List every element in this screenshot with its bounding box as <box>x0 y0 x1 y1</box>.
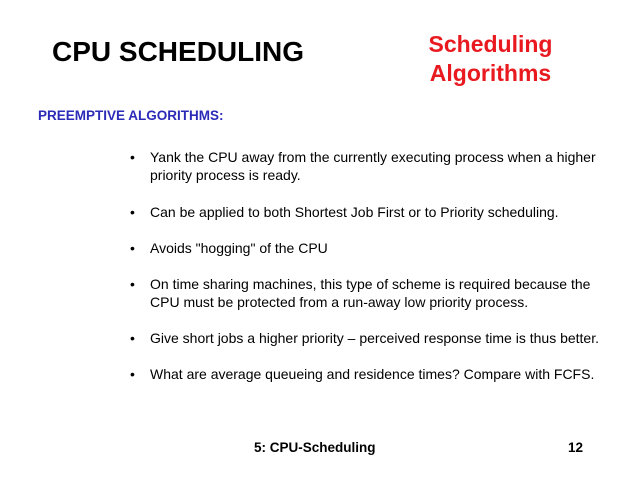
bullet-item <box>130 148 610 184</box>
footer-label: 5: CPU-Scheduling <box>254 440 376 455</box>
bullet-item <box>130 275 610 311</box>
slide-title: CPU SCHEDULING <box>52 36 305 67</box>
bullet-text-line: Can be applied to both Shortest Job First or to Priority scheduling. <box>150 204 559 220</box>
slide-subtitle <box>408 30 573 88</box>
bullet-dot-icon: • <box>130 366 135 382</box>
section-heading: PREEMPTIVE ALGORITHMS: <box>38 108 224 123</box>
subtitle-line-2: Algorithms <box>429 60 552 86</box>
subtitle-line-1: Scheduling <box>428 31 553 57</box>
bullet-text-line: Avoids "hogging" of the CPU <box>150 240 328 256</box>
bullet-dot-icon: • <box>130 276 135 292</box>
bullet-dot-icon: • <box>130 149 135 165</box>
bullet-item <box>130 239 610 257</box>
bullet-item <box>130 203 610 221</box>
bullet-dot-icon: • <box>130 240 135 256</box>
page-number: 12 <box>568 440 584 455</box>
bullet-dot-icon: • <box>130 204 135 220</box>
bullet-item <box>130 329 610 347</box>
bullet-text-line: Give short jobs a higher priority – perceived response time is thus better. <box>150 330 599 346</box>
bullet-dot-icon: • <box>130 330 135 346</box>
bullet-text-line: priority process is ready. <box>150 167 301 183</box>
bullet-item <box>130 365 610 383</box>
bullet-text-line: Yank the CPU away from the currently executing process when a higher <box>150 149 596 165</box>
bullet-text-line: What are average queueing and residence times? Compare with FCFS. <box>150 366 595 382</box>
bullet-text-line: On time sharing machines, this type of scheme is required because the <box>150 276 591 292</box>
bullet-list <box>130 142 610 383</box>
bullet-text-line: CPU must be protected from a run-away low priority process. <box>150 294 529 310</box>
